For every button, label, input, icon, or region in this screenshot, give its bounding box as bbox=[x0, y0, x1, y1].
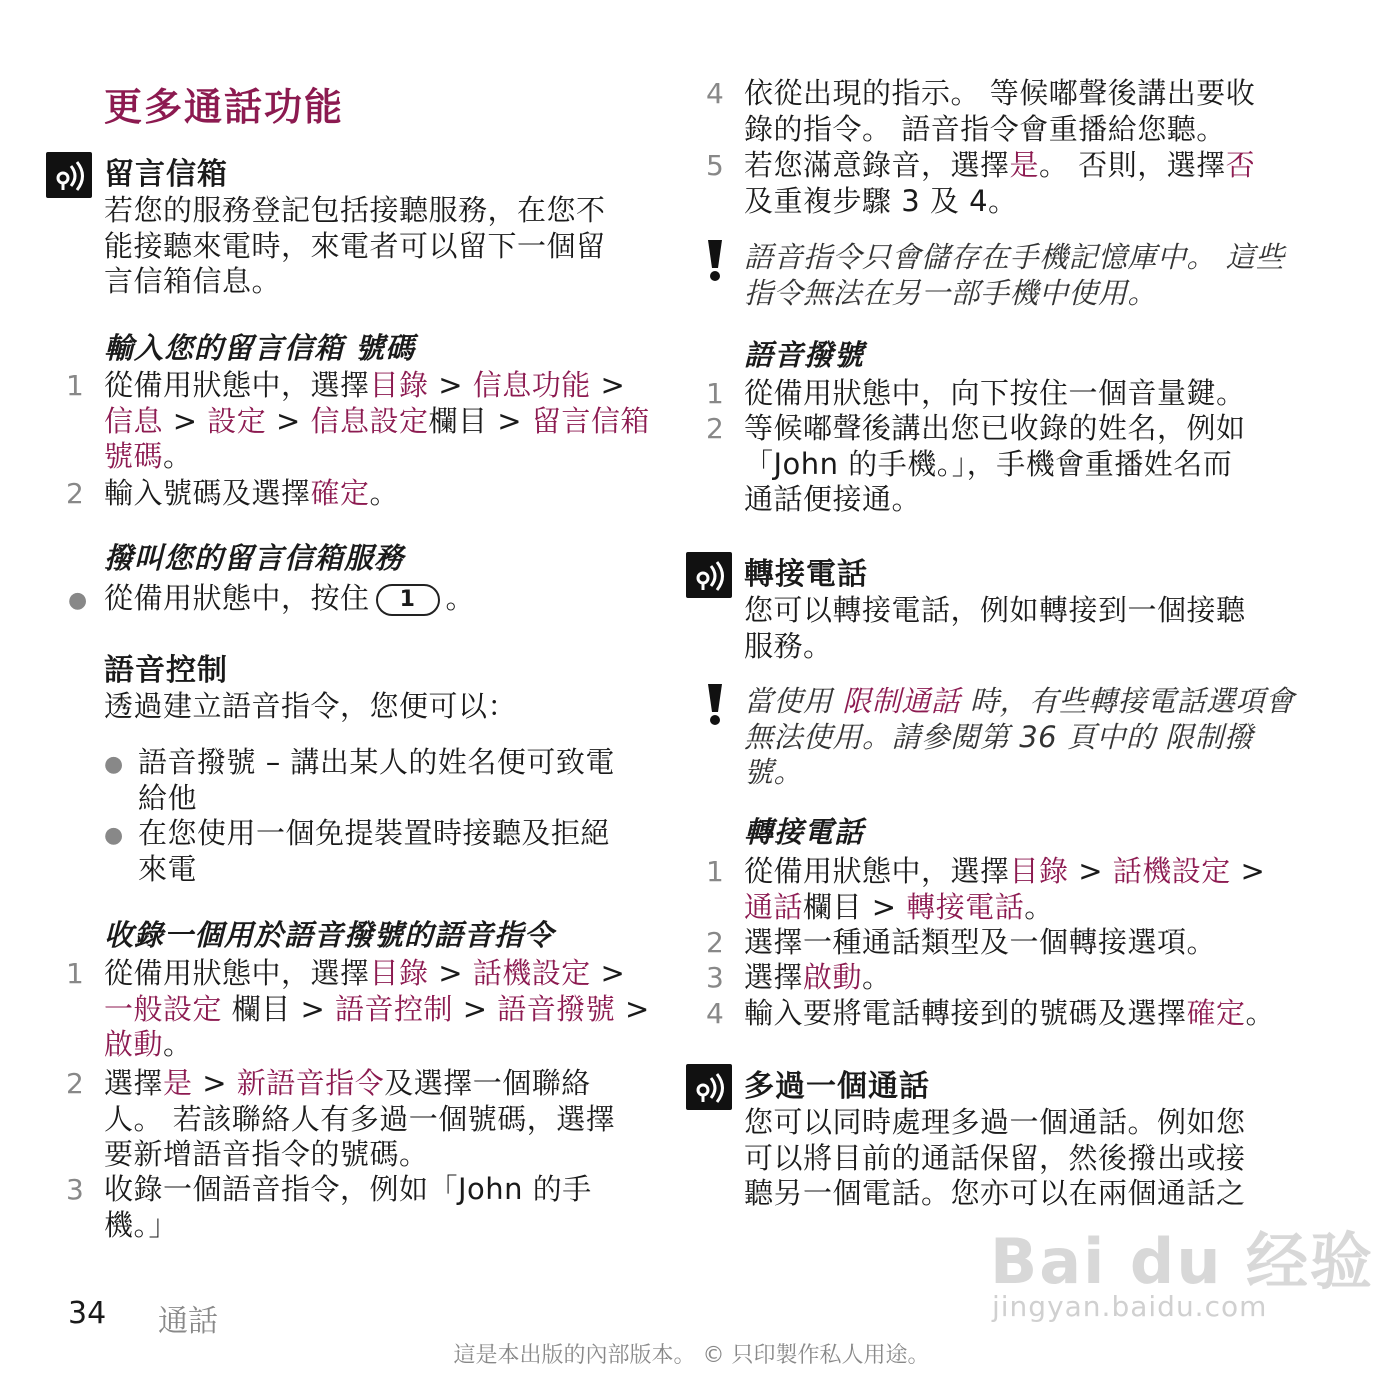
step-number: 1 bbox=[66, 369, 84, 402]
general-settings-link[interactable]: 一般設定 bbox=[104, 991, 223, 1026]
divert-step1: 從備用狀態中，選擇目錄 > 話機設定 > 通話欄目 > 轉接電話。 bbox=[744, 854, 1266, 924]
bullet: ● bbox=[104, 823, 124, 848]
bullet: ● bbox=[104, 752, 124, 777]
activate-link[interactable]: 啟動 bbox=[104, 1027, 164, 1061]
step-number: 2 bbox=[66, 477, 84, 510]
voice-dial-step2: 等候嘟聲後講出您已收錄的姓名，例如 「John 的手機。」，手機會重播姓名而 通話便接通。 bbox=[744, 411, 1246, 516]
voice-dial-step1: 從備用狀態中，向下按住一個音量鍵。 bbox=[744, 376, 1246, 410]
vm-number-link-2[interactable]: 號碼 bbox=[104, 439, 164, 473]
multi-call-icon bbox=[686, 1064, 732, 1110]
warning-icon bbox=[704, 238, 726, 284]
warning-icon bbox=[704, 682, 726, 728]
multi-call-heading: 多過一個通話 bbox=[744, 1069, 930, 1104]
memory-note: 語音指令只會儲存在手機記憶庫中。 這些 指令無法在另一部手機中使用。 bbox=[744, 240, 1285, 310]
baidu-watermark-url: jingyan.baidu.com bbox=[992, 1290, 1268, 1323]
step-number: 1 bbox=[706, 377, 724, 410]
restrict-calls-link[interactable]: 限制通話 bbox=[842, 684, 961, 718]
step-number: 3 bbox=[66, 1173, 84, 1206]
yes-link[interactable]: 是 bbox=[1009, 148, 1040, 182]
voice-dial-link[interactable]: 語音撥號 bbox=[497, 991, 616, 1026]
voice-dial-title: 語音撥號 bbox=[744, 338, 865, 372]
record-step4: 依從出現的指示。 等候嘟聲後講出要收 錄的指令。 語音指令會重播給您聽。 bbox=[744, 76, 1256, 146]
settings-link[interactable]: 設定 bbox=[207, 403, 267, 438]
voice-control-link[interactable]: 語音控制 bbox=[335, 991, 454, 1026]
msg-link[interactable]: 信息 bbox=[104, 403, 164, 438]
voice-control-bullet-2: 在您使用一個免提裝置時接聽及拒絕 來電 bbox=[138, 816, 611, 886]
calls-link[interactable]: 通話 bbox=[744, 889, 804, 924]
step-number: 1 bbox=[66, 957, 84, 990]
phone-settings-link[interactable]: 話機設定 bbox=[1112, 854, 1231, 888]
voice-control-bullet-1: 語音撥號 – 講出某人的姓名便可致電 給他 bbox=[138, 745, 615, 815]
key-1-icon: 1 bbox=[376, 584, 440, 616]
no-link[interactable]: 否 bbox=[1225, 148, 1256, 182]
voice-control-intro: 透過建立語音指令，您便可以： bbox=[104, 689, 518, 723]
step-number: 5 bbox=[706, 149, 724, 182]
msg-func-link[interactable]: 信息功能 bbox=[472, 368, 591, 402]
call-voicemail-title: 撥叫您的留言信箱服務 bbox=[104, 541, 405, 575]
divert-title: 轉接電話 bbox=[744, 815, 865, 849]
call-voicemail-text: 從備用狀態中，按住 1 。 bbox=[104, 581, 476, 615]
record-step2: 選擇是 > 新語音指令及選擇一個聯絡 人。 若該聯絡人有多過一個號碼，選擇 要新增語音指令的號碼。 bbox=[104, 1066, 616, 1171]
step-number: 4 bbox=[706, 997, 724, 1030]
divert-intro: 您可以轉接電話，例如轉接到一個接聽 服務。 bbox=[744, 593, 1246, 663]
msg-settings-link[interactable]: 信息設定 bbox=[310, 403, 429, 438]
enter-number-title: 輸入您的留言信箱 號碼 bbox=[104, 331, 416, 365]
divert-step4: 輸入要將電話轉接到的號碼及選擇確定。 bbox=[744, 996, 1276, 1030]
menu-link[interactable]: 目錄 bbox=[369, 368, 429, 402]
divert-step3: 選擇啟動。 bbox=[744, 960, 892, 994]
record-command-title: 收錄一個用於語音撥號的語音指令 bbox=[104, 918, 555, 952]
call-divert-icon bbox=[686, 552, 732, 598]
voice-control-heading: 語音控制 bbox=[104, 653, 228, 688]
record-step3: 收錄一個語音指令，例如「John 的手 機。」 bbox=[104, 1172, 592, 1242]
enter-number-step1: 從備用狀態中，選擇目錄 > 信息功能 > 信息 > 設定 > 信息設定欄目 > 留言信箱 號碼。 bbox=[104, 368, 650, 473]
voicemail-icon bbox=[46, 152, 92, 198]
divert-heading: 轉接電話 bbox=[744, 557, 868, 592]
step-number: 2 bbox=[706, 926, 724, 959]
footer-note: 這是本出版的內部版本。 © 只印製作私人用途。 bbox=[453, 1343, 930, 1368]
record-step1: 從備用狀態中，選擇目錄 > 話機設定 > 一般設定 欄目 > 語音控制 > 語音撥號 > 啟動。 bbox=[104, 956, 650, 1061]
record-step5: 若您滿意錄音，選擇是。 否則，選擇否 及重複步驟 3 及 4。 bbox=[744, 148, 1256, 218]
step-number: 2 bbox=[706, 412, 724, 445]
yes-link[interactable]: 是 bbox=[163, 1066, 193, 1100]
menu-link[interactable]: 目錄 bbox=[369, 956, 429, 990]
footer-section: 通話 bbox=[158, 1304, 218, 1339]
bullet: ● bbox=[68, 588, 88, 613]
baidu-watermark: Bai du 经验 bbox=[990, 1225, 1375, 1298]
page-number: 34 bbox=[68, 1296, 107, 1331]
step-number: 2 bbox=[66, 1067, 84, 1100]
step-number: 4 bbox=[706, 77, 724, 110]
phone-settings-link[interactable]: 話機設定 bbox=[472, 956, 591, 990]
activate-link[interactable]: 啟動 bbox=[803, 960, 863, 994]
divert-link[interactable]: 轉接電話 bbox=[906, 889, 1025, 924]
ok-link[interactable]: 確定 bbox=[1186, 996, 1246, 1030]
voicemail-heading: 留言信箱 bbox=[104, 157, 228, 192]
restrict-note: 當使用 限制通話 時，有些轉接電話選項會 無法使用。請參閱第 36 頁中的 限制撥 號。 bbox=[744, 684, 1295, 789]
ok-link[interactable]: 確定 bbox=[310, 476, 370, 510]
divert-step2: 選擇一種通話類型及一個轉接選項。 bbox=[744, 925, 1217, 959]
vm-number-link[interactable]: 留言信箱 bbox=[531, 403, 650, 438]
page-title: 更多通話功能 bbox=[104, 85, 345, 129]
voicemail-intro: 若您的服務登記包括接聽服務，在您不 能接聽來電時，來電者可以留下一個留 言信箱信息。 bbox=[104, 193, 606, 298]
multi-call-text: 您可以同時處理多過一個通話。例如您 可以將目前的通話保留，然後撥出或接 聽另一個電話。您亦可以在兩個通話之 bbox=[744, 1105, 1246, 1210]
step-number: 1 bbox=[706, 855, 724, 888]
enter-number-step2: 輸入號碼及選擇確定。 bbox=[104, 476, 400, 510]
step-number: 3 bbox=[706, 961, 724, 994]
menu-link[interactable]: 目錄 bbox=[1009, 854, 1069, 888]
new-voice-cmd-link[interactable]: 新語音指令 bbox=[236, 1066, 385, 1100]
